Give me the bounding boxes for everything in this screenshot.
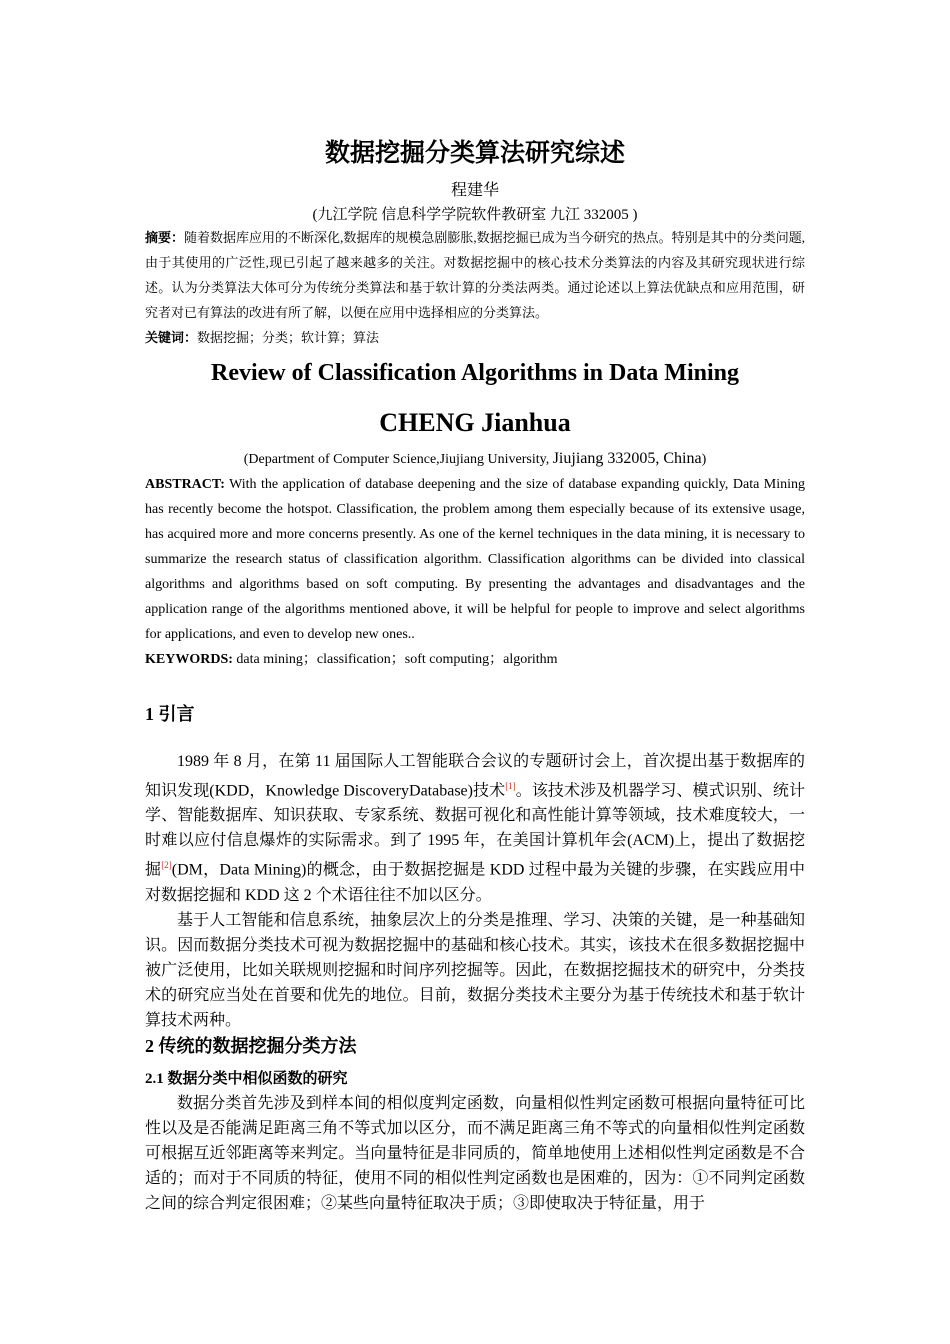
abstract-chinese-label: 摘要： (145, 230, 185, 245)
abstract-chinese (145, 225, 805, 325)
abstract-english-label: ABSTRACT: (145, 477, 225, 492)
abstract-english (145, 472, 805, 647)
keywords-english-text: data mining；classification；soft computing；algorithm (232, 652, 558, 667)
title-english: Review of Classification Algorithms in Data Mining (211, 360, 739, 386)
affiliation-english-part2: Jiujiang 332005, China (552, 450, 702, 467)
section-1-paragraph-2: 基于人工智能和信息系统，抽象层次上的分类是推理、学习、决策的关键，是一种基础知识。因而数据分类技术可视为数据挖掘中的基础和核心技术。其实，该技术在很多数据挖掘中被广泛使用，比如关联规则挖掘和时间序列挖掘等。因此，在数据挖掘技术的研究中，分类技术的研究应当处在首要和优先的地位。目前，数据分类技术主要分为基于传统技术和基于软计算技术两种。 (145, 911, 805, 1029)
affiliation-english-part3: ) (701, 452, 707, 467)
title-chinese: 数据挖掘分类算法研究综述 (324, 138, 625, 167)
keywords-chinese-text: 数据挖掘；分类；软计算；算法 (197, 330, 380, 345)
citation-2[interactable]: [2] (161, 860, 172, 871)
abstract-english-text: With the application of database deepening and the size of database expanding quickly, Data Mining has recently become the hotspot. Classification, the problem among them especially because of its extensive usage, has acquired more and more concerns presently. As one of the kernel techniques in the data mining, it is necessary to summarize the research status of classification algorithm. Classification algorithms can be divided into classical algorithms and algorithms based on soft computing. By presenting the advantages and disadvantages and the application range of the algorithms mentioned above, it will be helpful for people to improve and select algorithms for applications, and even to develop new ones.. (145, 477, 805, 642)
paragraph-text: (DM，Data Mining)的概念，由于数据挖掘是 KDD 过程中最为关键的步骤，在实践应用中对数据挖掘和 KDD 这 2 个术语往往不加以区分。 (145, 861, 805, 904)
keywords-english (145, 647, 805, 672)
author-english: CHENG Jianhua (379, 408, 571, 437)
section-2-1-paragraph-1: 数据分类首先涉及到样本间的相似度判定函数，向量相似性判定函数可根据向量特征可比性以及是否能满足距离三角不等式加以区分，而不满足距离三角不等式的向量相似性判定函数可根据互近邻距离等来判定。当向量特征是非同质的，简单地使用上述相似性判定函数是不合适的；而对于不同质的特征，使用不同的相似性判定函数也是困难的，因为：①不同判定函数之间的综合判定很困难；②某些向量特征取决于质；③即使取决于特征量，用于 (145, 1095, 805, 1212)
author-chinese: 程建华 (450, 182, 499, 199)
abstract-chinese-text: 随着数据库应用的不断深化,数据库的规模急剧膨胀,数据挖掘已成为当今研究的热点。特别是其中的分类问题,由于其使用的广泛性,现已引起了越来越多的关注。对数据挖掘中的核心技术分类算法的内容及其研究现状进行综述。认为分类算法大体可分为传统分类算法和基于软计算的分类法两类。通过论述以上算法优缺点和应用范围，研究者对已有算法的改进有所了解，以便在应用中选择相应的分类算法。 (145, 230, 805, 320)
paragraph-text: 。该技术涉及机器学习、模式识别、统计学、智能数据库、知识获取、专家系统、数据可视化和高性能计算等领域，技术难度较大，一时难以应付信息爆炸的实际需求。到了 1995 年，在美国计算机年会(ACM)上，提出了数据挖掘 (145, 782, 805, 879)
citation-1[interactable]: [1] (505, 781, 516, 791)
affiliation-english (0, 450, 950, 468)
affiliation-english-part1: (Department of Computer Science,Jiujiang University, (243, 452, 553, 467)
keywords-chinese-label: 关键词： (145, 330, 198, 345)
section-1-body (145, 749, 805, 1033)
section-2-heading: 2 传统的数据挖掘分类方法 (145, 1036, 357, 1056)
section-2-1-heading: 2.1 数据分类中相似函数的研究 (145, 1071, 348, 1087)
keywords-chinese (145, 325, 805, 350)
section-1-heading: 1 引言 (145, 704, 195, 724)
paragraph-text: 1989 年 8 月，在第 11 届国际人工智能联合会议的专题研讨会上，首次提出基于数据库的知识发现(KDD，Knowledge DiscoveryDatabase)技术 (145, 753, 805, 800)
section-2-1-body (145, 1091, 805, 1216)
section-1-paragraph-1 (145, 749, 805, 908)
affiliation-chinese: (九江学院 信息科学学院软件教研室 九江 332005 ) (312, 207, 638, 223)
keywords-english-label: KEYWORDS: (145, 652, 233, 667)
